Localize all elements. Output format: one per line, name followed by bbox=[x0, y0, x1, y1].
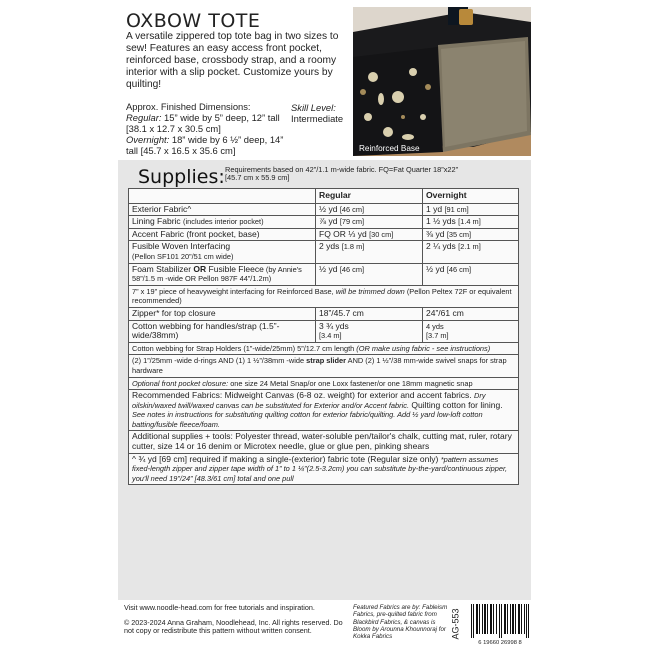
table-row bbox=[129, 228, 519, 241]
row-regular: 2 yds [1.8 m] bbox=[316, 241, 423, 263]
row-overnight: 1 ½ yds [1.4 m] bbox=[423, 216, 519, 229]
table-row bbox=[129, 285, 519, 307]
footnotes: ^ ¾ yd [69 cm] required if making a single-(exterior) fabric tote (Regular size only) *pattern assumes fixed-length zipper and zipper tape width of 1” to 1 ¼”(2.5-3.2cm) you can substitute by-the-yard/continuous zipper, you'll need 19”/24” [48.3/61 cm] total and one pull bbox=[129, 453, 519, 485]
footer-info bbox=[124, 604, 354, 636]
zipper-overnight: 24”/61 cm bbox=[423, 307, 519, 320]
table-row bbox=[129, 377, 519, 390]
row-regular: ⅞ yd [79 cm] bbox=[316, 216, 423, 229]
table-row bbox=[129, 203, 519, 216]
row-overnight: ½ yd [46 cm] bbox=[423, 263, 519, 285]
barcode-image bbox=[468, 604, 532, 638]
row-overnight: ⅜ yd [35 cm] bbox=[423, 228, 519, 241]
closure-note: Optional front pocket closure: one size 24 Metal Snap/or one Loxx fastener/or one 18mm magnetic snap bbox=[129, 377, 519, 390]
header-blank bbox=[129, 189, 316, 204]
dimensions-regular: Regular: 15” wide by 5” deep, 12” tall [38.1 x 12.7 x 30.5 cm] bbox=[126, 112, 280, 134]
row-label: Foam Stabilizer OR Fusible Fleece (by Annie's 58”/1.5 m -wide OR Pellon 987F 44”/1.2m) bbox=[129, 263, 316, 285]
row-label: Accent Fabric (front pocket, base) bbox=[129, 228, 316, 241]
dimensions-overnight: Overnight: 18” wide by 6 ½” deep, 14” tall [45.7 x 16.5 x 35.6 cm] bbox=[126, 134, 284, 156]
dimensions-heading: Approx. Finished Dimensions: bbox=[126, 101, 251, 112]
table-row bbox=[129, 263, 519, 285]
additional-supplies: Additional supplies + tools: Polyester thread, water-soluble pen/tailor's chalk, cutting mat, ruler, rotary cutter, size 14 or 16 denim or Microtex needle, glue or glue pen, pinking shears bbox=[129, 431, 519, 453]
table-row bbox=[129, 307, 519, 320]
table-row bbox=[129, 431, 519, 453]
featured-fabrics: Featured Fabrics are by: Fableism Fabrics, pre-quilted fabric from Blackbird Fabrics, & canvas is Bloom by Arounna Khounnoraj for Kokka Fabrics bbox=[353, 604, 448, 641]
zipper-regular: 18”/45.7 cm bbox=[316, 307, 423, 320]
requirements-note: Requirements based on 42”/1.1 m-wide fabric. FQ=Fat Quarter 18”x22” [45.7 cm x 55.9 cm] bbox=[225, 165, 459, 183]
table-row bbox=[129, 241, 519, 263]
row-regular: ½ yd [46 cm] bbox=[316, 203, 423, 216]
row-label: Lining Fabric (includes interior pocket) bbox=[129, 216, 316, 229]
row-label: Exterior Fabric^ bbox=[129, 203, 316, 216]
table-row bbox=[129, 216, 519, 229]
skill-value: Intermediate bbox=[291, 113, 344, 124]
barcode bbox=[468, 604, 532, 646]
row-overnight: 2 ¼ yds [2.1 m] bbox=[423, 241, 519, 263]
row-label: Fusible Woven Interfacing (Pellon SF101 20”/51 cm wide) bbox=[129, 241, 316, 263]
interfacing-note: 7” x 19” piece of heavyweight interfacing for Reinforced Base, will be trimmed down (Pellon Peltex 72F or equivalent recommended) bbox=[129, 285, 519, 307]
webbing-overnight: 4 yds [3.7 m] bbox=[423, 320, 519, 342]
visit-link-text: Visit www.noodle-head.com for free tutorials and inspiration. bbox=[124, 603, 315, 612]
finished-dimensions bbox=[126, 101, 296, 156]
photo-caption: Reinforced Base bbox=[359, 144, 420, 153]
header-regular: Regular bbox=[316, 189, 423, 204]
table-row bbox=[129, 320, 519, 342]
pattern-code: AG-553 bbox=[450, 608, 461, 640]
skill-label: Skill Level: bbox=[291, 102, 336, 113]
recommended-fabrics: Recommended Fabrics: Midweight Canvas (6-8 oz. weight) for exterior and accent fabrics. Dry oilskin/waxed twill/waxed canvas can be substituted for Exterior and/or Accent fabric. Quilting cotton for lining. See notes in instructions for substituting quilting cotton for exterior fabric/quilting. Add ½ yard low-loft cotton batting/fusible fleece/foam. bbox=[129, 390, 519, 431]
table-row bbox=[129, 342, 519, 355]
zipper-label: Zipper* for top closure bbox=[129, 307, 316, 320]
header-overnight: Overnight bbox=[423, 189, 519, 204]
table-row bbox=[129, 453, 519, 485]
barcode-number: 6 19660 26998 8 bbox=[478, 640, 522, 646]
skill-level bbox=[291, 102, 351, 124]
webbing-regular: 3 ¾ yds [3.4 m] bbox=[316, 320, 423, 342]
supplies-heading: Supplies: bbox=[138, 166, 225, 188]
row-regular: FQ OR ⅓ yd [30 cm] bbox=[316, 228, 423, 241]
pattern-title: OXBOW TOTE bbox=[126, 10, 261, 32]
supplies-table bbox=[128, 188, 519, 485]
tote-photo bbox=[353, 7, 531, 156]
copyright-text: © 2023-2024 Anna Graham, Noodlehead, Inc. All rights reserved. Do not copy or redistribute this pattern without written consent. bbox=[124, 617, 343, 636]
row-overnight: 1 yd [91 cm] bbox=[423, 203, 519, 216]
pattern-description: A versatile zippered top tote bag in two sizes to sew! Features an easy access front pocket, reinforced base, crossbody strap, and a roomy interior with a slip pocket. Customize yours by quilting! bbox=[126, 31, 339, 91]
table-row bbox=[129, 390, 519, 431]
tote-bag-image bbox=[353, 7, 531, 156]
strap-holders-note: Cotton webbing for Strap Holders (1”-wide/25mm) 5”/12.7 cm length (OR make using fabric - see instructions) bbox=[129, 342, 519, 355]
webbing-label: Cotton webbing for handles/strap (1.5”-wide/38mm) bbox=[129, 320, 316, 342]
row-regular: ½ yd [46 cm] bbox=[316, 263, 423, 285]
hardware-note: (2) 1”/25mm -wide d-rings AND (1) 1 ½”/38mm -wide strap slider AND (2) 1 ½”/38 mm-wide swivel snaps for strap hardware bbox=[129, 355, 519, 377]
table-row bbox=[129, 355, 519, 377]
table-header-row bbox=[129, 189, 519, 204]
